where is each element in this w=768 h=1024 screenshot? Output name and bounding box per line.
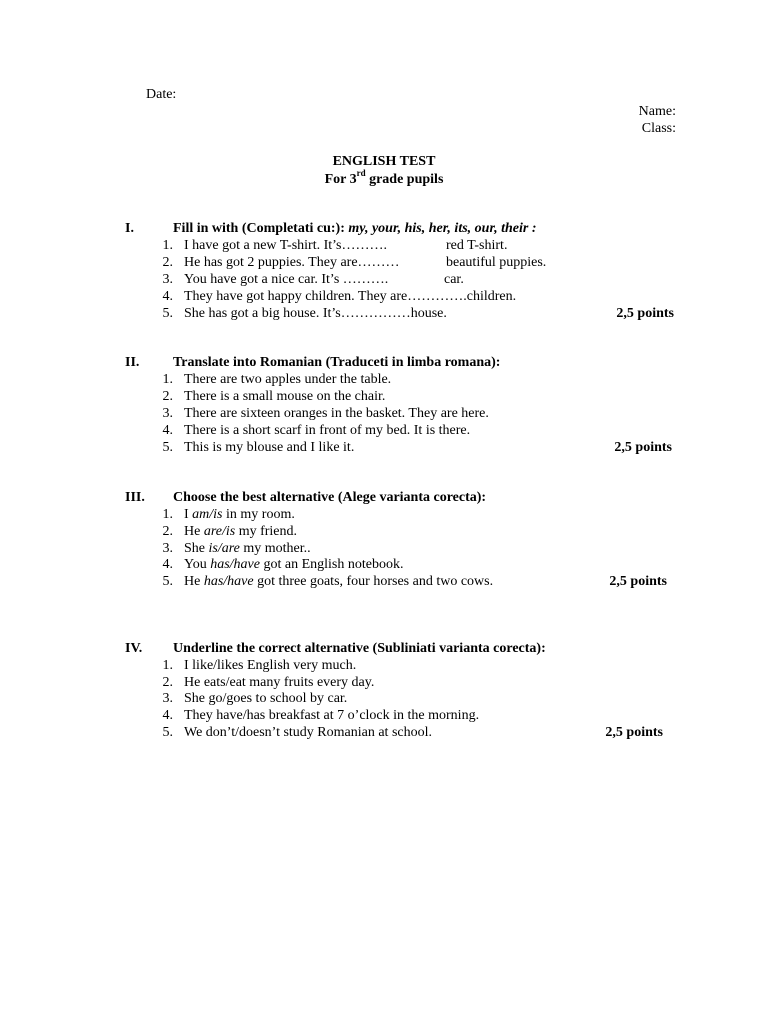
item-number: 3. xyxy=(162,272,173,287)
section-numeral: I. xyxy=(125,221,134,236)
item-number: 1. xyxy=(162,372,173,387)
exercise-item: I like/likes English very much. xyxy=(184,658,357,673)
section-points: 2,5 points xyxy=(605,725,663,740)
section-instruction: Fill in with (Completati cu:): my, your, his, her, its, our, their : xyxy=(173,221,537,236)
exercise-item: There are two apples under the table. xyxy=(184,372,392,387)
test-subtitle: For 3rd grade pupils xyxy=(324,168,444,187)
item-number: 5. xyxy=(162,306,173,321)
section-instruction: Underline the correct alternative (Subliniati varianta corecta): xyxy=(173,641,546,656)
section-numeral: III. xyxy=(125,490,145,505)
item-number: 5. xyxy=(162,574,173,589)
exercise-item-end: car. xyxy=(444,272,464,287)
exercise-item: There are sixteen oranges in the basket. They are here. xyxy=(184,406,489,421)
name-label: Name: xyxy=(638,104,676,119)
item-number: 2. xyxy=(162,524,173,539)
exercise-item: You has/have got an English notebook. xyxy=(184,557,404,572)
exercise-item: I have got a new T-shirt. It’s………. xyxy=(184,238,387,253)
item-number: 4. xyxy=(162,708,173,723)
section-points: 2,5 points xyxy=(614,440,672,455)
exercise-item-end: beautiful puppies. xyxy=(446,255,547,270)
item-number: 1. xyxy=(162,507,173,522)
section-points: 2,5 points xyxy=(609,574,667,589)
exercise-item: He eats/eat many fruits every day. xyxy=(184,675,375,690)
exercise-item: She is/are my mother.. xyxy=(184,541,311,556)
exercise-item: They have got happy children. They are………….children. xyxy=(184,289,517,304)
item-number: 5. xyxy=(162,725,173,740)
exercise-item: This is my blouse and I like it. xyxy=(184,440,355,455)
section-points: 2,5 points xyxy=(616,306,674,321)
section-instruction: Translate into Romanian (Traduceti in limba romana): xyxy=(173,355,501,370)
item-number: 1. xyxy=(162,658,173,673)
exercise-item: She has got a big house. It’s……………house. xyxy=(184,306,447,321)
exercise-item: We don’t/doesn’t study Romanian at school. xyxy=(184,725,432,740)
item-number: 3. xyxy=(162,406,173,421)
item-number: 3. xyxy=(162,541,173,556)
item-number: 5. xyxy=(162,440,173,455)
exercise-item: You have got a nice car. It’s ………. xyxy=(184,272,389,287)
item-number: 2. xyxy=(162,675,173,690)
item-number: 4. xyxy=(162,423,173,438)
section-numeral: II. xyxy=(125,355,140,370)
item-number: 4. xyxy=(162,557,173,572)
exercise-item: He has/have got three goats, four horses and two cows. xyxy=(184,574,494,589)
exercise-item: She go/goes to school by car. xyxy=(184,691,348,706)
item-number: 3. xyxy=(162,691,173,706)
exercise-item: He are/is my friend. xyxy=(184,524,298,539)
exercise-item: There is a short scarf in front of my bed. It is there. xyxy=(184,423,471,438)
section-instruction: Choose the best alternative (Alege varianta corecta): xyxy=(173,490,487,505)
exercise-item: There is a small mouse on the chair. xyxy=(184,389,386,404)
date-label: Date: xyxy=(146,87,177,102)
item-number: 2. xyxy=(162,389,173,404)
exercise-item-end: red T-shirt. xyxy=(446,238,508,253)
test-title: ENGLISH TEST xyxy=(332,154,436,169)
exercise-item: I am/is in my room. xyxy=(184,507,295,522)
class-label: Class: xyxy=(641,121,676,136)
section-numeral: IV. xyxy=(125,641,143,656)
exercise-item: They have/has breakfast at 7 o’clock in the morning. xyxy=(184,708,480,723)
exercise-item: He has got 2 puppies. They are……… xyxy=(184,255,400,270)
item-number: 1. xyxy=(162,238,173,253)
item-number: 4. xyxy=(162,289,173,304)
item-number: 2. xyxy=(162,255,173,270)
